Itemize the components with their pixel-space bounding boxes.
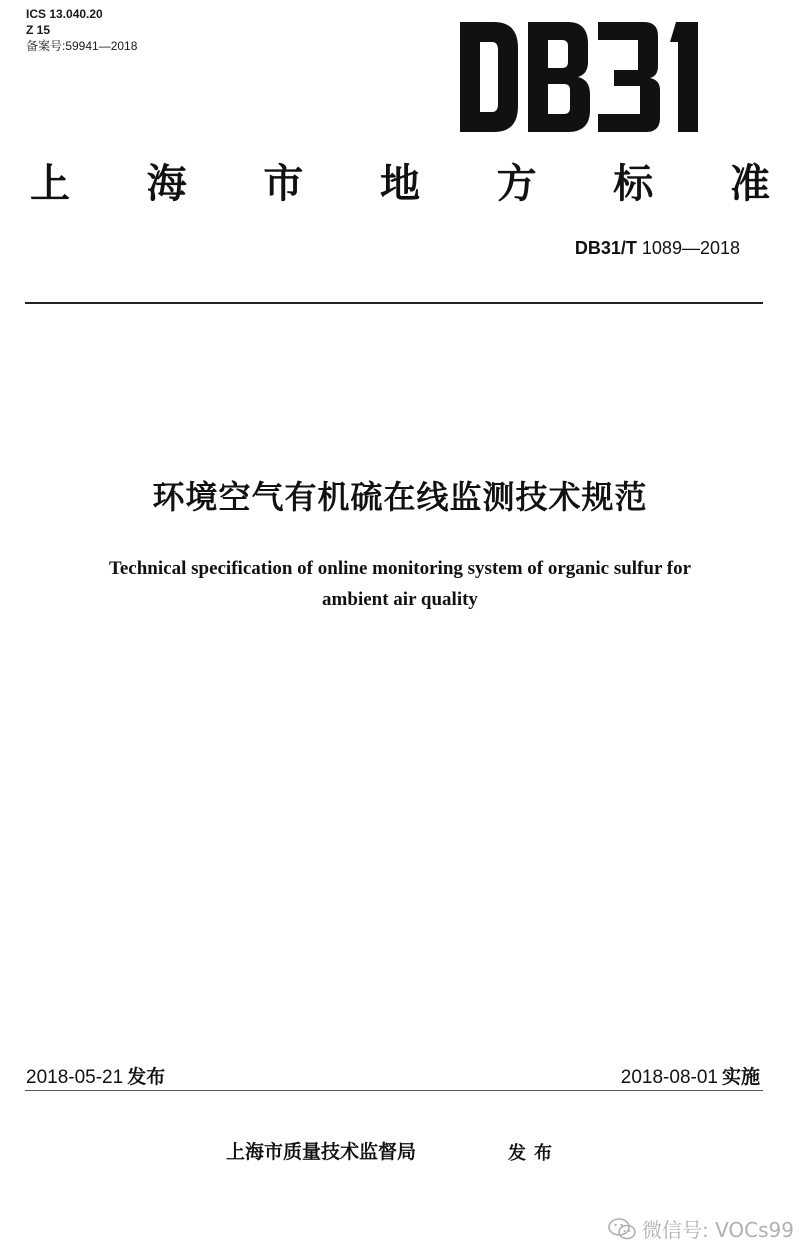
filing-number: 备案号:59941—2018 [26,39,138,53]
issue-date [26,1062,165,1089]
english-title-line-1: Technical specification of online monitoring system of organic sulfur for [108,558,692,579]
implementation-date-value: 2018-08-01 [620,1067,718,1088]
db31-logo-graphic [458,18,713,136]
issuing-authority: 上海市质量技术监督局 [226,1141,417,1163]
chinese-title: 环境空气有机硫在线监测技术规范 [152,478,648,516]
english-title-line-2: ambient air quality [322,589,478,610]
title-char-5: 方 [496,160,537,207]
implementation-date [621,1062,760,1089]
title-char-6: 标 [613,160,654,207]
title-char-7: 准 [729,160,770,207]
english-title [40,553,760,615]
implementation-date-label: 实施 [721,1066,760,1088]
header-divider [25,302,763,304]
footer-divider [25,1090,763,1091]
issuing-action: 发布 [508,1143,560,1164]
ics-code: ICS 13.040.20 [26,7,103,21]
watermark [608,1214,794,1243]
title-char-3: 市 [263,160,304,207]
title-char-4: 地 [379,160,420,207]
watermark-text: 微信号: VOCs99 [641,1218,794,1242]
title-char-1: 上 [30,160,70,207]
standard-code-number: 1089—2018 [636,238,740,258]
classification-code: Z 15 [26,23,51,37]
issue-date-label: 发布 [127,1066,166,1088]
issue-date-value: 2018-05-21 [26,1067,124,1088]
wechat-icon [608,1217,636,1241]
title-char-2: 海 [146,160,187,207]
document-metadata [26,6,137,54]
db31-logo [458,18,713,136]
standard-code [575,238,740,259]
standard-code-prefix: DB31/T [574,238,637,258]
local-standard-title [30,150,770,210]
